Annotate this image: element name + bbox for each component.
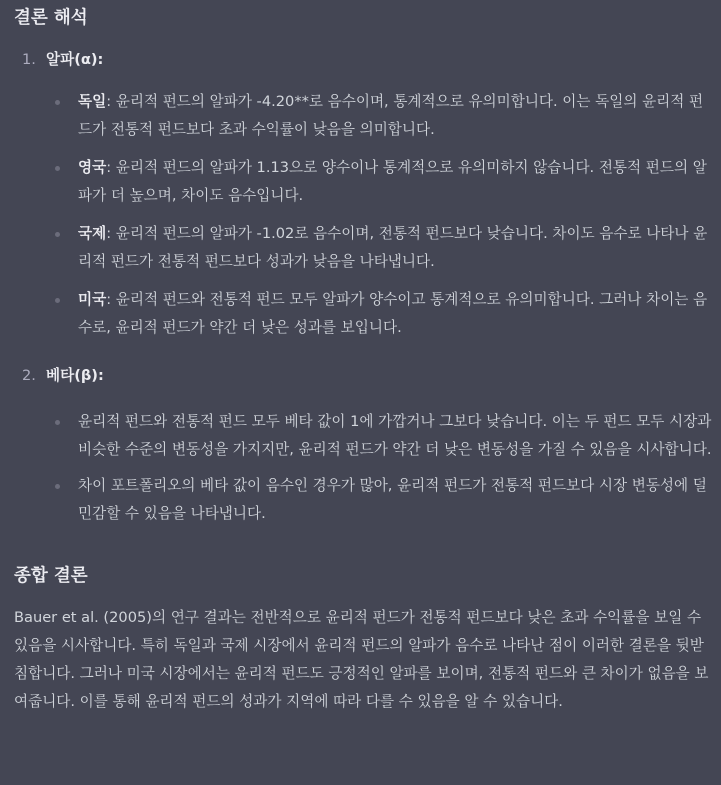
- list-item: [46, 220, 713, 276]
- summary-heading: 종합 결론: [14, 566, 88, 586]
- conclusion-heading: 결론 해석: [14, 8, 88, 28]
- section-beta: [14, 362, 713, 528]
- section-alpha: [14, 46, 713, 342]
- list-item: [46, 286, 713, 342]
- bullet-icon: [55, 100, 60, 105]
- item-text: : 윤리적 펀드의 알파가 -1.02로 음수이며, 전통적 펀드보다 낮습니다. 차이도 음수로 나타나 윤리적 펀드가 전통적 펀드보다 성과가 낮음을 나타냅니다.: [78, 225, 708, 270]
- item-label: 미국: [78, 291, 107, 308]
- list-item: [46, 88, 713, 144]
- section-title-alpha: 알파(α):: [46, 51, 104, 68]
- bullet-icon: [55, 166, 60, 171]
- bullet-icon: [55, 298, 60, 303]
- item-text: : 윤리적 펀드와 전통적 펀드 모두 알파가 양수이고 통계적으로 유의미합니다. 그러나 차이는 음수로, 윤리적 펀드가 약간 더 낮은 성과를 보입니다.: [78, 291, 708, 336]
- item-text: : 윤리적 펀드의 알파가 1.13으로 양수이나 통계적으로 유의미하지 않습니다. 전통적 펀드의 알파가 더 높으며, 차이도 음수입니다.: [78, 159, 707, 204]
- section-number: 2.: [22, 367, 36, 384]
- alpha-items: [46, 88, 713, 342]
- item-text: 윤리적 펀드와 전통적 펀드 모두 베타 값이 1에 가깝거나 그보다 낮습니다. 이는 두 펀드 모두 시장과 비슷한 수준의 변동성을 가지지만, 윤리적 펀드가 약간 더 낮은 변동성을 가질 수 있음을 시사합니다.: [78, 413, 712, 458]
- item-label: 영국: [78, 159, 107, 176]
- item-label: 국제: [78, 225, 107, 242]
- beta-items: [46, 408, 713, 528]
- item-text: : 윤리적 펀드의 알파가 -4.20**로 음수이며, 통계적으로 유의미합니다. 이는 독일의 윤리적 펀드가 전통적 펀드보다 초과 수익률이 낮음을 의미합니다.: [78, 93, 704, 138]
- bullet-icon: [55, 232, 60, 237]
- summary-paragraph: Bauer et al. (2005)의 연구 결과는 전반적으로 윤리적 펀드가 전통적 펀드보다 낮은 초과 수익률을 보일 수 있음을 시사합니다. 특히 독일과 국제 시장에서 윤리적 펀드의 알파가 음수로 나타난 점이 이러한 결론을 뒷받침합니다. 그러나 미국 시장에서는 윤리적 펀드도 긍정적인 알파를 보이며, 전통적 펀드와 큰 차이가 없음을 보여줍니다. 이를 통해 윤리적 펀드의 성과가 지역에 따라 다를 수 있음을 알 수 있습니다.: [14, 609, 709, 710]
- results-list: [14, 46, 713, 528]
- section-title-beta: 베타(β):: [46, 367, 104, 384]
- list-item: [46, 154, 713, 210]
- list-item: [46, 408, 713, 464]
- bullet-icon: [55, 420, 60, 425]
- bullet-icon: [55, 484, 60, 489]
- item-label: 독일: [78, 93, 107, 110]
- item-text: 차이 포트폴리오의 베타 값이 음수인 경우가 많아, 윤리적 펀드가 전통적 펀드보다 시장 변동성에 덜 민감할 수 있음을 나타냅니다.: [78, 477, 707, 522]
- list-item: [46, 472, 713, 528]
- section-number: 1.: [22, 51, 36, 68]
